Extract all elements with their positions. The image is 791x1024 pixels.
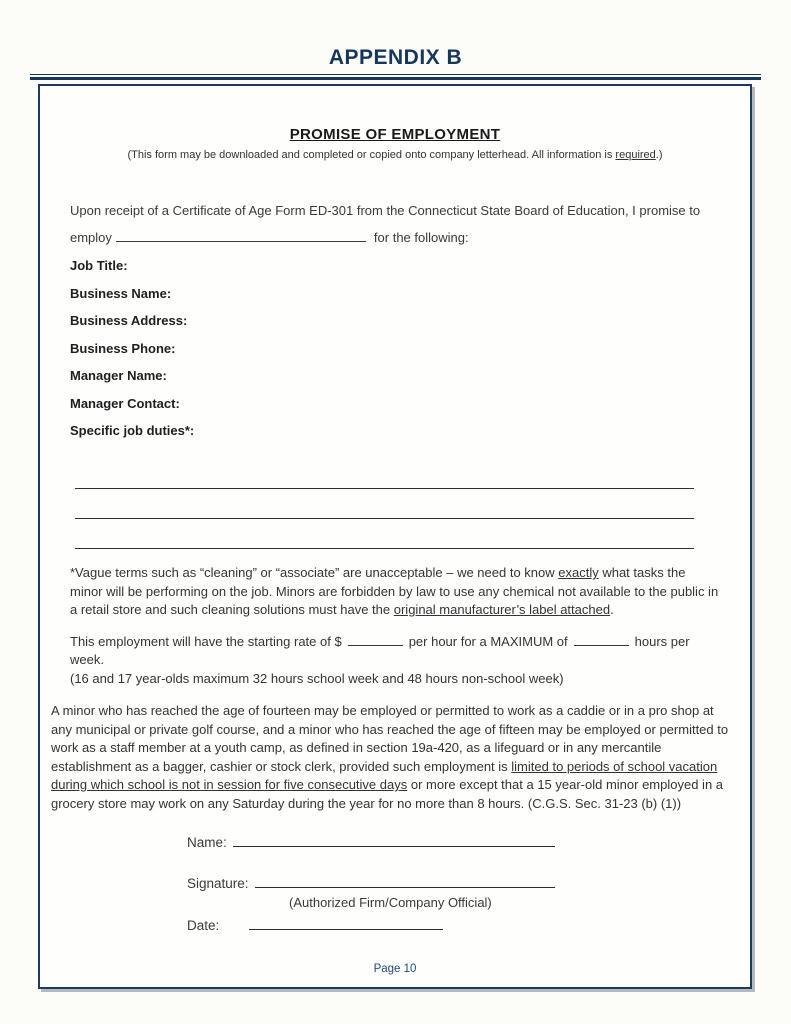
header-divider xyxy=(30,74,761,80)
authorized-official-caption: (Authorized Firm/Company Official) xyxy=(289,895,492,910)
employee-name-blank xyxy=(116,228,366,242)
minor-rule-underlined: limited to periods of school vacation during which school is not in session for five consecutive days xyxy=(51,758,718,792)
date-label: Date: xyxy=(187,918,220,933)
intro-paragraph xyxy=(70,197,720,251)
name-blank-line xyxy=(233,833,555,847)
subtitle-required-underlined: required xyxy=(615,149,656,161)
field-business-address: Business Address: xyxy=(70,313,188,328)
vague-note-label-attached-underlined: original manufacturer’s label attached xyxy=(393,602,611,617)
job-duties-write-in-area xyxy=(70,459,720,549)
vague-note-period: . xyxy=(610,602,614,617)
field-business-name: Business Name: xyxy=(70,285,172,301)
field-business-phone: Business Phone: xyxy=(70,340,176,356)
field-manager-name: Manager Name: xyxy=(70,368,167,383)
page-number: Page 10 xyxy=(373,963,417,975)
name-row xyxy=(187,833,720,850)
minor-rule-text-1: A minor who has reached the age of fourteen may be employed or permitted to work as a caddie or in a pro shop at any municipal or private golf course, and a minor who has reached the age of fifteen may be employed or permitted to work as a staff member at a youth camp, as defined in section 19a-420, as a lifeguard or in any mercantile establishment as a bagger, cashier or stock clerk, provided such employment is xyxy=(51,703,729,774)
field-job-title: Job Title: xyxy=(70,258,128,273)
rate-text-2: per hour for a MAXIMUM of xyxy=(408,633,568,649)
subtitle-text: (This form may be downloaded and completed or copied onto company letterhead. All information is xyxy=(127,149,616,161)
rate-amount-blank xyxy=(348,632,403,646)
minor-employment-rule-paragraph xyxy=(51,702,734,813)
signature-block xyxy=(187,833,720,933)
rate-text-1: This employment will have the starting rate of $ xyxy=(70,633,342,649)
promise-of-employment-form xyxy=(38,84,752,989)
duties-blank-line-3 xyxy=(75,519,694,549)
field-labels xyxy=(70,259,720,437)
duties-blank-line-1 xyxy=(75,459,694,489)
vague-terms-note xyxy=(70,564,720,620)
field-manager-contact: Manager Contact: xyxy=(70,395,180,411)
subtitle-close: .) xyxy=(655,149,663,161)
date-row xyxy=(187,916,720,933)
form-subtitle xyxy=(70,149,720,161)
form-title: PROMISE OF EMPLOYMENT xyxy=(289,126,501,143)
vague-note-text-2: what tasks the minor will be performing on the job. Minors are forbidden by law to use any chemical not available to the public in a retail store and such cleaning solutions must have the xyxy=(70,565,719,617)
hours-limit-note: (16 and 17 year-olds maximum 32 hours school week and 48 hours non-school week) xyxy=(70,670,564,686)
max-hours-blank xyxy=(574,632,629,646)
signature-row xyxy=(187,874,720,891)
employ-label: employ xyxy=(70,230,112,245)
rate-text-3: hours per week. xyxy=(70,633,690,667)
rate-line xyxy=(70,632,720,670)
date-blank-line xyxy=(249,916,443,930)
name-label: Name: xyxy=(187,835,227,850)
intro-line: Upon receipt of a Certificate of Age Form ED-301 from the Connecticut State Board of Education, I promise to xyxy=(70,203,701,218)
field-specific-job-duties: Specific job duties*: xyxy=(70,423,195,438)
duties-blank-line-2 xyxy=(75,489,694,519)
signature-blank-line xyxy=(255,874,555,888)
following-label: for the following: xyxy=(373,230,469,245)
vague-note-text: *Vague terms such as “cleaning” or “associate” are unacceptable – we need to know xyxy=(70,565,559,580)
signature-label: Signature: xyxy=(187,876,249,891)
appendix-header: APPENDIX B xyxy=(328,46,463,69)
minor-rule-text-2: or more except that a 15 year-old minor employed in a grocery store may work on any Saturday during the year for no more than 8 hours. (C.G.S. Sec. 31-23 (b) (1)) xyxy=(51,777,724,811)
employ-line xyxy=(70,224,720,251)
starting-rate-paragraph xyxy=(70,632,720,689)
vague-note-exactly-underlined: exactly xyxy=(558,565,599,580)
